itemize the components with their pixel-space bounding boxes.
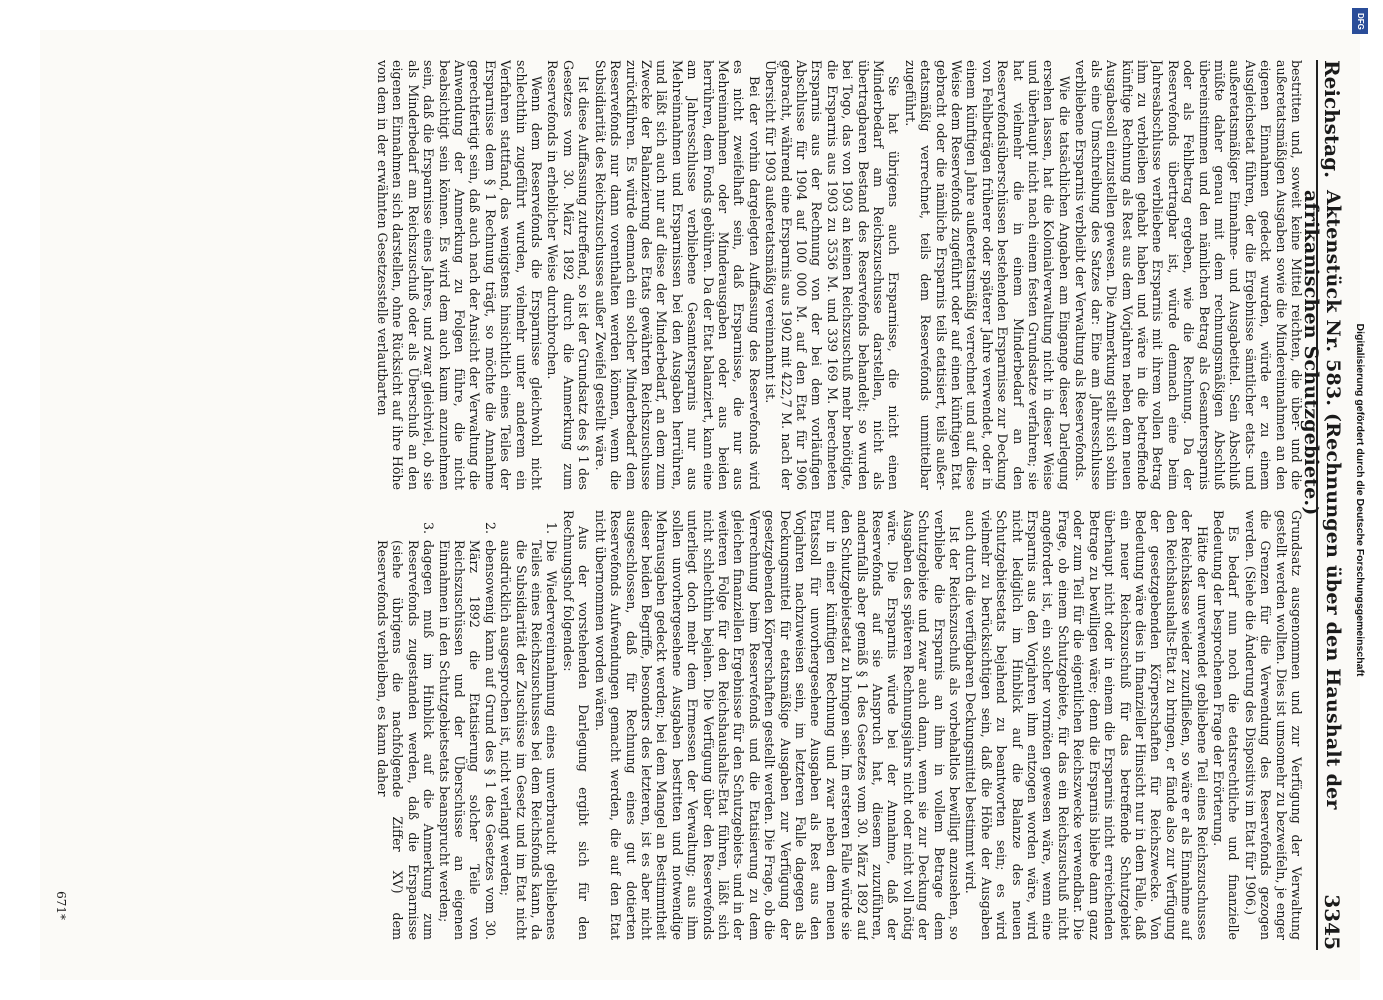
paragraph: Sie hat übrigens auch Ersparnisse, die nicht einen Minderbedarf am Reichszuschusse darstellen, nicht als übertragbaren Bestand des Reservefonds behandelt; so wurden bei Togo, das von 1903 an keinen Reichszuschuß mehr benötigte, die Ersparnis aus 1903 zu 3536 M. und 339 169 M. berechneten Ersparnis aus der Rechnung von der bei dem vorläufigen Abschlusse für 1904 auf 100 000 M. auf den Etat für 1906 gebracht, während eine Ersparnis aus 1902 mit 422,7 M. nach der Übersicht für 1903 außeretatsmäßig vereinnahmt ist. bbox=[763, 60, 902, 490]
paragraph: Ist diese Auffassung zutreffend, so ist der Grundsatz des § 1 des Gesetzes vom 30. März 1892 durch die Anmerkung zum Reservefonds in erheblicher Weise durchbrochen. bbox=[545, 60, 592, 490]
paragraph: Bei der vorhin dargelegten Auffassung des Reservefonds wird es nicht zweifelhaft sein, daß Ersparnisse, die nur aus Mehreinnahmen oder Minderausgaben oder aus beiden herrühren, dem Fonds gebühren. Da der Etat balanziert, kann eine am Jahresschlusse verbliebene Gesamtersparnis nur aus Mehreinnahmen und Ersparnissen bei den Ausgaben herrühren, und läßt sich auch nur auf diese der Minderbedarf, an dem zum Zwecke der Balanzierung des Etats gewährten Reichszuschusse zurückführen. Es würde demnach ein solcher Minderbedarf dem Reservefonds nur dann vorenthalten werden können, wenn die Subsidiarität des Reichszuschusses außer Zweifel gestellt wäre. bbox=[592, 60, 762, 490]
page-header bbox=[1300, 60, 1348, 950]
numbered-list bbox=[375, 510, 560, 940]
page-marker: 671* bbox=[54, 891, 68, 920]
dfg-logo: DFG bbox=[1352, 8, 1368, 34]
paragraph: Wie die tatsächlichen Angaben am Eingange dieser Darlegung ersehen lassen, hat die Kolonialverwaltung nicht in dieser Weise und überhaupt nicht nach einem festen Grundsatze verfahren; sie hat vielmehr die in einem Minderbedarf an den Reservefondsüberschüssen bestehenden Ersparnisse zur Deckung von Fehlbeträgen früherer oder späterer Jahre verwendet, oder in einem künftigen Jahre außeretatsmäßig verrechnet und auf diese Weise dem Reservefonds zugeführt oder auf einen künftigen Etat gebracht oder die nämliche Ersparnis teils etatisiert, teils außeretatsmäßig verrechnet, teils dem Reservefonds unmittelbar zugeführt. bbox=[902, 60, 1072, 490]
paragraph: Es bedarf nun noch die etatsrechtliche und finanzielle Bedeutung der besprochenen Frage der Erörterung. bbox=[1210, 510, 1242, 940]
list-item: 3. dagegen muß im Hinblick auf die Anmerkung zum Reservefonds zugestanden werden, daß die Ersparnisse (siehe übrigens die nachfolgende Ziffer XV) dem Reservefonds verbleiben, es kann daher bbox=[375, 538, 437, 940]
paragraph: bestritten und, soweit keine Mittel reichten, die über- und die außeretatsmäßigen Ausgaben sowie die Mindereinnahmen an den eigenen Einnahmen gedeckt wurden, würde er zu einem Ausgleichsetat führen, der die Ergebnisse sämtlicher etats- und außeretatsmäßiger Einnahme- und Ausgabetitel. Sein Abschluß müßte daher genau mit dem rechnungsmäßigen Abschluß übereinstimmen und den nämlichen Betrag als Gesamtersparnis oder als Fehlbetrag ergeben, wie die Rechnung. Da der Reservefonds übertragbar ist, würde demnach eine beim Jahresabschlusse verbliebene Ersparnis mit ihrem vollen Betrag ihm zu verbleiben gehabt haben und wäre in die betreffende künftige Rechnung als Rest aus dem Vorjahren neben dem neuen Ausgabesoll einzustellen gewesen. Die Anmerkung stellt sich sohin als eine Umschreibung des Satzes dar: Eine am Jahresschlusse verbliebene Ersparnis verbleibt der Verwaltung als Reservefonds. bbox=[1073, 60, 1304, 490]
funding-note-text: Digitalisierung gefördert durch die Deutsche Forschungsgemeinschaft bbox=[1354, 323, 1366, 677]
list-item: 1. Die Wiedervereinnahmung eines unverbraucht gebliebenes Teiles eines Reichszuschusses bei dem Reichsfonds kann, da die Subsidiarität der Zuschüsse im Gesetz und im Etat nicht ausdrücklich ausgesprochen ist, nicht verlangt werden; bbox=[498, 538, 560, 940]
funding-note bbox=[1350, 10, 1370, 990]
paragraph: Hätte der unverwendet gebliebene Teil eines Reichszuschusses der Reichskasse wieder zuzufließen, so wäre er als Einnahme auf den Reichshaushalts-Etat zu bringen, er fände also zur Verfügung der gesetzgebenden Körperschaften für Reichszwecke. Von Bedeutung wäre dies in finanzieller Hinsicht nur in dem Falle, daß ein neuer Reichszuschuß für das betreffende Schutzgebiet überhaupt nicht oder in einem die Ersparnis nicht erreichenden Betrage zu bewilligen wäre; denn die Ersparnis bliebe dann ganz oder zum Teil für die eigentlichen Reichszwecke verwendbar. Die Frage, ob einem Schutzgebiete, für das ein Reichszuschuß nicht angefordert ist, ein solcher vormöten gewesen wäre, wenn eine Ersparnis aus den Vorjahren ihm entzogen worden wäre, wird nicht lediglich im Hinblick auf die Balanze des neuen Schutzgebietsetats bejahend zu beantworten sein; es wird vielmehr zu berücksichtigen sein, daß die Höhe der Ausgaben auch durch die verfügbaren Deckungsmittel bestimmt wird. bbox=[963, 510, 1210, 940]
header-left: Reichstag. bbox=[1320, 60, 1344, 179]
paragraph: Wenn dem Reservefonds die Ersparnisse gleichwohl nicht schlechthin zugeführt wurden, vielmehr unter anderem ein Verfahren stattfand, das wenigstens hinsichtlich eines Teiles der Ersparnisse dem § 1 Rechnung trägt, so möchte die Annahme gerechtfertigt sein, daß auch nach der Ansicht der Verwaltung die Anwendung der Anmerkung zu Folgen führe, die nicht beabsichtigt sein können. Es wird dem auch kaum anzunehmen sein, daß die Ersparnisse eines Jahres, und zwar gleichviel, ob sie als Minderbedarf am Reichszuschuß oder als Überschuß an den eigenen Einnahmen sich darstellen, ohne Rücksicht auf ihre Höhe von dem in der erwähnten Gesetzesstelle verlautbarten bbox=[375, 60, 545, 490]
paragraph: Grundsatz ausgenommen und zur Verfügung der Verwaltung gestellt werden wollten. Dies ist umsomehr zu bezweifeln, je enger die Grenzen für die Verwendung des Reservefonds gezogen werden. (Siehe die Änderung des Dispositivs im Etat für 1906.) bbox=[1242, 510, 1304, 940]
header-title: Aktenstück Nr. 583. (Rechnungen über den Haushalt der afrikanischen Schutzgebiete.) bbox=[1300, 190, 1344, 810]
paragraph: Ist der Reichszuschuß als vorbehaltlos bewilligt anzusehen, so verbliebe die Ersparnis an ihm in vollem Betrage dem Schutzgebiete und zwar auch dann, wenn sie zur Deckung der Ausgaben des späteren Rechnungsjahrs nicht oder nicht voll nötig wäre. Die Ersparnis würde bei der Annahme, daß der Reservefonds auf sie Anspruch hat, diesem zuzuführen, andernfalls aber gemäß § 1 des Gesetzes vom 30. März 1892 auf den Schutzgebietsetat zu bringen sein. Im ersteren Falle würde sie nur in einer künftigen Rechnung und zwar neben dem neuen Etatssoll für unvorhergesehene Ausgaben als Rest aus den Vorjahren nachzuweisen sein, im letzteren Falle dagegen als Deckungsmittel für etatsmäßige Ausgaben zur Verfügung der gesetzgebenden Körperschaften gestellt werden. Die Frage, ob die Verrechnung beim Reservefonds und die Etatisierung zu dem gleichen finanziellen Ergebnisse für den Schutzgebiets- und in der weiteren Folge für den Reichshaushalts-Etat führen, läßt sich nicht schlechthin bejahen. Die Verfügung über den Reservefonds unterliegt doch mehr dem Ermessen der Verwaltung; aus ihm sollen unvorhergesehene Ausgaben bestritten und notwendige Mehrausgaben gedeckt werden; bei dem Mangel an Bestimmtheit dieser beiden Begriffe, besonders des letzteren, ist es aber nicht ausgeschlossen, daß für Rechnung eines gut dotierten Reservefonds Aufwendungen gemacht werden, die auf den Etat nicht übernommen worden wären. bbox=[592, 510, 963, 940]
header-page-number: 3345 bbox=[1320, 894, 1344, 950]
right-column bbox=[80, 510, 1304, 940]
list-item: 2. ebensowenig kann auf Grund des § 1 des Gesetzes vom 30. März 1892 die Etatisierung solcher Teile von Reichszuschüssen und der Überschüsse an eigenen Einnahmen in den Schutzgebietsetats beansprucht werden; bbox=[436, 538, 498, 940]
paragraph: Aus der vorstehenden Darlegung ergibt sich für den Rechnungshof folgendes: bbox=[560, 510, 592, 940]
left-column bbox=[80, 60, 1304, 490]
document-page bbox=[40, 30, 1360, 980]
